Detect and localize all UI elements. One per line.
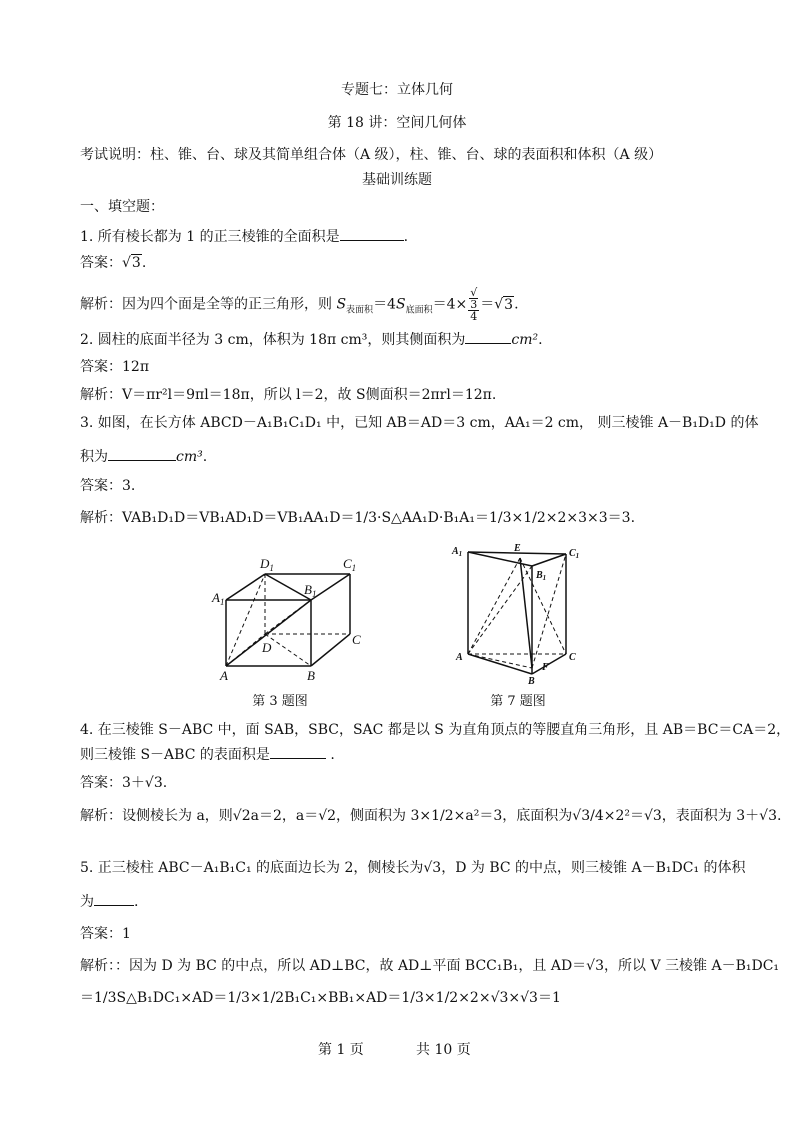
q3-blank[interactable] <box>108 446 176 461</box>
q1-analysis-label: 解析： <box>80 296 122 313</box>
fig3-diagram <box>210 548 370 686</box>
fig3-caption: 第 3 题图 <box>252 694 308 709</box>
q5-answer-label: 答案： <box>80 926 122 942</box>
q5-analysis-text: ：因为 D 为 BC 的中点，所以 AD⊥BC，故 AD⊥平面 BCC₁B₁，且 AD＝√3，所以 V 三棱锥 A－B₁DC₁ <box>115 958 780 974</box>
q1-answer-label: 答案： <box>80 255 122 271</box>
fig3-label-a1: $A_1$ <box>212 590 225 607</box>
q2-answer-value: 12π <box>122 359 150 375</box>
q5-analysis-line1 <box>80 956 779 976</box>
fig7-label-c: C <box>569 652 576 663</box>
q3-analysis <box>80 508 635 528</box>
q2-unit: cm² <box>511 332 539 348</box>
fig7-diagram <box>448 542 592 684</box>
q3-answer-label: 答案： <box>80 478 122 494</box>
q5-answer-value: 1 <box>122 926 131 942</box>
q3-analysis-text: VAB₁D₁D＝VB₁AD₁D＝VB₁AA₁D＝1/3·S△AA₁D·B₁A₁＝1/3×1/2×2×3×3＝3. <box>122 510 636 526</box>
q4-analysis <box>80 806 781 826</box>
page-topic: 专题七：立体几何 <box>341 82 453 98</box>
q4-answer-label: 答案： <box>80 775 122 791</box>
fig3-label-a: A <box>220 668 228 683</box>
fig3-label-b: B <box>307 668 315 683</box>
fig3-label-d: D <box>262 640 272 655</box>
q2-question: 2. 圆柱的底面半径为 3 cm，体积为 18π cm³，则其侧面积为 cm². <box>80 329 543 350</box>
q2-analysis-label: 解析： <box>80 387 122 403</box>
q2-blank[interactable] <box>465 329 511 344</box>
q4-analysis-text: 设侧棱长为 a，则√2a＝2，a＝√2，侧面积为 3×1/2×a²＝3，底面积为√3/4×2²＝√3，表面积为 3＋√3. <box>122 808 782 824</box>
q4-answer-value: 3＋√3. <box>122 775 168 791</box>
q4-analysis-label: 解析： <box>80 808 122 824</box>
q3-analysis-label: 解析： <box>80 510 122 526</box>
q1-analysis: 解析：因为四个面是全等的正三角形，则 $S_{表面积}=4S_{底面积}=4\times$ √ 3 4 ＝√3. <box>80 286 519 323</box>
q2-answer <box>80 357 149 377</box>
q1-question: 1. 所有棱长都为 1 的正三棱锥的全面积是 . <box>80 226 408 247</box>
fig7-label-c1: $C_1$ <box>569 548 580 560</box>
exam-note: 考试说明：柱、锥、台、球及其简单组合体（A 级），柱、锥、台、球的表面积和体积（A 级） <box>80 147 663 163</box>
q2-analysis-text: V＝πr²l＝9πl＝18π，所以 l＝2，故 S侧面积＝2πrl＝12π. <box>122 387 497 403</box>
q4-question-line1: 4. 在三棱锥 S－ABC 中，面 SAB，SBC，SAC 都是以 S 为直角顶点的等腰直角三角形，且 AB＝BC＝CA＝2， <box>80 722 791 738</box>
q1-answer-value: √3. <box>122 255 147 271</box>
q5-answer <box>80 924 131 944</box>
q2-analysis <box>80 385 496 405</box>
q5-analysis-line2: ＝1/3S△B₁DC₁×AD＝1/3×1/2B₁C₁×BB₁×AD＝1/3×1/2×2×√3×√3＝1 <box>80 990 561 1006</box>
q3-unit: cm³ <box>176 449 203 465</box>
q5-blank[interactable] <box>94 891 134 906</box>
q1-answer <box>80 253 146 273</box>
page-total: 共 10 页 <box>416 1042 471 1058</box>
q4-blank[interactable] <box>270 744 326 759</box>
q5-question-text: 为 <box>80 894 94 910</box>
q4-answer <box>80 773 167 793</box>
q3-question-text: 积为 <box>80 449 108 465</box>
fig3-label-b1: $B_1$ <box>304 582 317 599</box>
q3-question-line1: 3. 如图，在长方体 ABCD－A₁B₁C₁D₁ 中，已知 AB＝AD＝3 cm，AA₁＝2 cm， 则三棱锥 A－B₁D₁D 的体 <box>80 415 759 431</box>
fig3-label-c1: $C_1$ <box>343 556 357 573</box>
q1-question-text: 1. 所有棱长都为 1 的正三棱锥的全面积是 <box>80 229 340 245</box>
part-heading: 一、填空题： <box>80 199 164 215</box>
fig7-label-f: F <box>542 662 549 673</box>
fig3-label-d1: $D_1$ <box>260 556 274 573</box>
page-number: 第 1 页 <box>318 1042 364 1058</box>
q5-question-line2: 为 . <box>80 891 138 912</box>
fig7-label-b1: $B_1$ <box>536 570 547 582</box>
q5-analysis-label: 解析： <box>80 958 115 974</box>
lecture-title: 第 18 讲：空间几何体 <box>327 115 467 131</box>
q2-question-text: 2. 圆柱的底面半径为 3 cm，体积为 18π cm³，则其侧面积为 <box>80 332 466 348</box>
fig3-label-c: C <box>352 632 361 647</box>
fig7-label-b: B <box>528 676 535 684</box>
fig7-label-e: E <box>514 543 521 554</box>
q3-question-line2: 积为 cm³. <box>80 446 207 467</box>
q3-answer <box>80 476 135 496</box>
q1-blank[interactable] <box>340 226 404 241</box>
q3-answer-value: 3. <box>122 478 136 494</box>
section-title: 基础训练题 <box>362 172 432 188</box>
q2-answer-label: 答案： <box>80 359 122 375</box>
q4-question-text: 则三棱锥 S－ABC 的表面积是 <box>80 747 270 763</box>
q5-question-line1: 5. 正三棱柱 ABC－A₁B₁C₁ 的底面边长为 2，侧棱长为√3，D 为 BC 的中点，则三棱锥 A－B₁DC₁ 的体积 <box>80 860 746 876</box>
q4-question-line2: 则三棱锥 S－ABC 的表面积是 . <box>80 744 335 765</box>
fig7-caption: 第 7 题图 <box>490 694 546 709</box>
fig7-label-a1: $A_1$ <box>452 546 463 558</box>
fig7-label-a: A <box>456 652 463 663</box>
